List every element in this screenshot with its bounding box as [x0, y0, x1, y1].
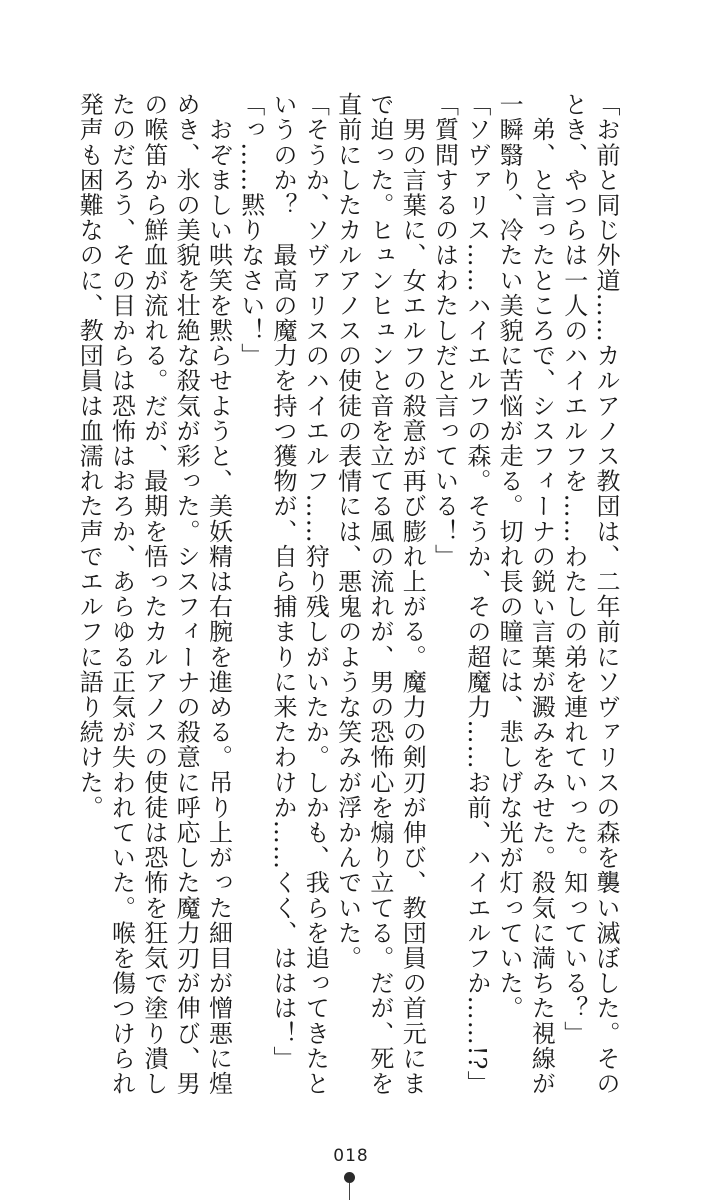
text-line: 直前にしたカルアノスの使徒の表情には、悪鬼のような笑みが浮かんでいた。: [333, 92, 362, 971]
text-line: たのだろう、その目からは恐怖はおろか、あらゆる正気が失われていた。喉を傷つけられ: [107, 92, 136, 1096]
text-line: 「お前と同じ外道……カルアノス教団は、二年前にソヴァリスの森を襲い滅ぼした。その: [592, 92, 620, 1096]
text-line: 弟、と言ったところで、シスフィーナの鋭い言葉が澱みをみせた。殺気に満ちた視線が: [527, 92, 556, 1096]
text-line: 「っ……黙りなさい！」: [236, 92, 265, 369]
vertical-text-body: [73, 92, 622, 1096]
page-number: 018: [333, 1146, 369, 1166]
text-line: 一瞬翳り、冷たい美貌に苦悩が走る。切れ長の瞳には、悲しげな光が灯っていた。: [495, 92, 524, 1021]
text-line: 「そうか、ソヴァリスのハイエルフ……狩り残しがいたか。しかも、我らを追ってきたと: [301, 92, 330, 1096]
text-line: 発声も困難なのに、教団員は血濡れた声でエルフに語り続けた。: [75, 92, 104, 820]
text-line: で迫った。ヒュンヒュンと音を立てる風の流れが、男の恐怖心を煽り立てる。だが、死を: [365, 92, 394, 1096]
text-line: の喉笛から鮮血が流れる。だが、最期を悟ったカルアノスの使徒は恐怖を狂気で塗り潰し: [139, 92, 168, 1096]
text-line: めき、氷の美貌を壮絶な殺気が彩った。シスフィーナの殺意に呼応した魔力刃が伸び、男: [172, 92, 201, 1096]
text-line: とき、やつらは一人のハイエルフを……わたしの弟を連れていった。知っている？」: [559, 92, 588, 1046]
page-marker-dot-icon: [344, 1172, 355, 1183]
text-line: おぞましい哄笑を黙らせようと、美妖精は右腕を進める。吊り上がった細目が憎悪に煌: [204, 92, 233, 1096]
page-marker-line: [349, 1183, 350, 1200]
text-line: いうのか？ 最高の魔力を持つ獲物が、自ら捕まりに来たわけか……くく、ははは！」: [269, 92, 298, 1071]
text-line: 「質問するのはわたしだと言っている！」: [430, 92, 459, 569]
text-line: 「ソヴァリス……ハイエルフの森。そうか、その超魔力……お前、ハイエルフか……!?」: [462, 92, 491, 1096]
text-line: 男の言葉に、女エルフの殺意が再び膨れ上がる。魔力の剣刃が伸び、教団員の首元にま: [398, 92, 427, 1096]
